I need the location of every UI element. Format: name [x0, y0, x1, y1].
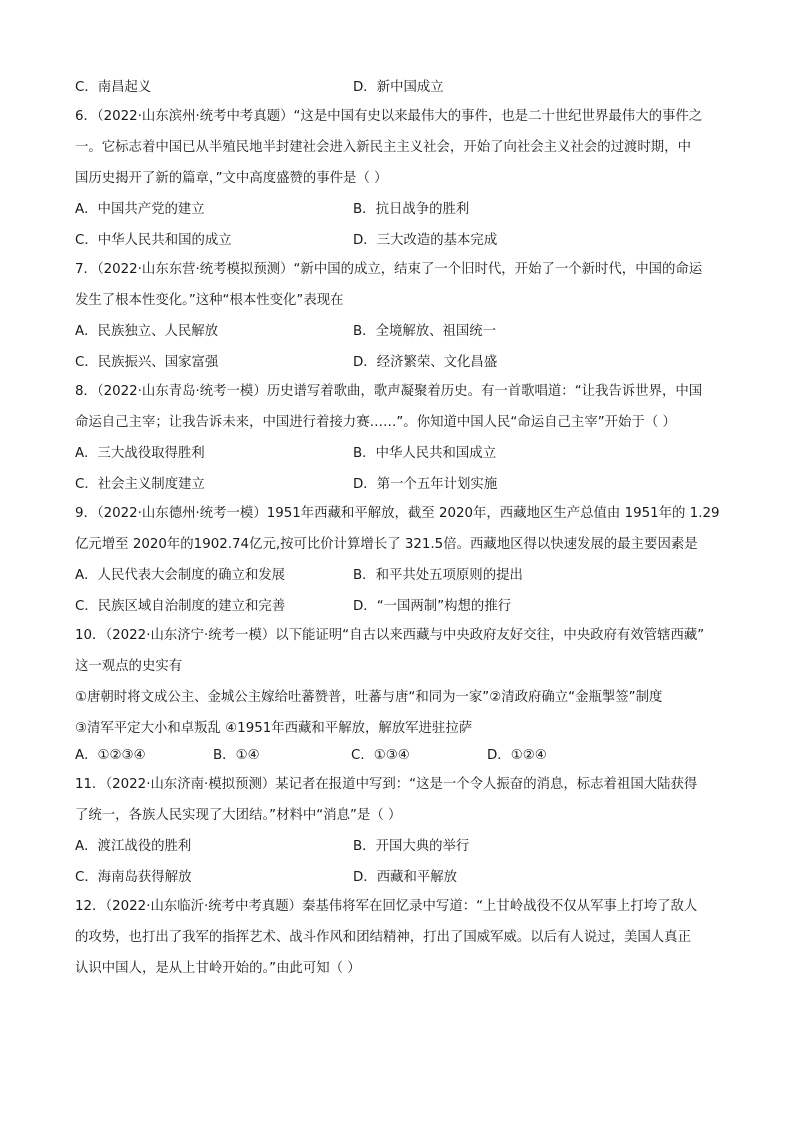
question-8-stem-line: 命运自己主宰；让我告诉未来，中国进行着接力赛……”。你知道中国人民“命运自己主宰”开始于（ ） — [75, 415, 676, 430]
question-6-stem-line: 国历史揭开了新的篇章，”文中高度盛赞的事件是（ ） — [75, 171, 388, 186]
q8-option-a[interactable]: A．三大战役取得胜利 — [75, 446, 205, 461]
q5-option-d[interactable]: D．新中国成立 — [353, 80, 444, 95]
q7-option-c[interactable]: C．民族振兴、国家富强 — [75, 355, 219, 370]
q11-option-b[interactable]: B．开国大典的举行 — [353, 839, 470, 854]
question-6-stem-line: 一。它标志着中国已从半殖民地半封建社会进入新民主主义社会，开始了向社会主义社会的过渡时期，中 — [75, 140, 691, 155]
question-10 — [75, 626, 725, 739]
question-9-stem-line: 亿元增至 2020年的1902.74亿元,按可比价计算增长了 321.5倍。西藏地区得以快速发展的最主要因素是 — [75, 537, 698, 552]
q7-option-b[interactable]: B．全境解放、祖国统一 — [353, 324, 497, 339]
q7-options-row-1 — [75, 322, 725, 342]
q10-option-b[interactable]: B．①④ — [213, 748, 260, 763]
q8-options-row-2 — [75, 475, 725, 495]
question-10-stem-line: 10．（2022·山东济宁·统考一模）以下能证明“自古以来西藏与中央政府友好交往，中央政府有效管辖西藏” — [75, 628, 705, 643]
question-12-stem-line: 认识中国人，是从上甘岭开始的。”由此可知（ ） — [75, 961, 361, 976]
q10-options — [75, 746, 725, 766]
q10-option-a[interactable]: A．①②③④ — [75, 748, 146, 763]
question-7 — [75, 260, 725, 311]
question-12-stem-line: 的攻势，也打出了我军的指挥艺术、战斗作风和团结精神，打出了国威军威。以后有人说过，美国人真正 — [75, 930, 691, 945]
q9-option-c[interactable]: C．民族区域自治制度的建立和完善 — [75, 599, 286, 614]
question-7-stem-line: 7．（2022·山东东营·统考模拟预测）“新中国的成立，结束了一个旧时代，开始了一个新时代，中国的命运 — [75, 262, 703, 277]
q8-options-row-1 — [75, 444, 725, 464]
exam-page — [75, 78, 725, 979]
question-10-stem-line: 这一观点的史实有 — [75, 659, 183, 674]
question-11-stem-line: 了统一，各族人民实现了大团结。”材料中“消息”是（ ） — [75, 808, 402, 823]
q10-option-d[interactable]: D．①②④ — [487, 748, 547, 763]
q8-option-d[interactable]: D．第一个五年计划实施 — [353, 477, 498, 492]
question-12-stem-line: 12．（2022·山东临沂·统考中考真题）秦基伟将军在回忆录中写道：“上甘岭战役不仅从军事上打垮了敌人 — [75, 899, 698, 914]
q7-option-a[interactable]: A．民族独立、人民解放 — [75, 324, 219, 339]
q9-options-row-2 — [75, 597, 725, 617]
question-12 — [75, 897, 725, 979]
question-10-items-line: ③清军平定大小和卓叛乱 ④1951年西藏和平解放，解放军进驻拉萨 — [75, 721, 473, 736]
q6-option-a[interactable]: A．中国共产党的建立 — [75, 202, 205, 217]
question-9-stem-line: 9．（2022·山东德州·统考一模）1951年西藏和平解放，截至 2020年，西藏地区生产总值由 1951年的 1.29 — [75, 506, 720, 521]
q6-options-row-2 — [75, 231, 725, 251]
q11-option-d[interactable]: D．西藏和平解放 — [353, 870, 458, 885]
q6-option-d[interactable]: D．三大改造的基本完成 — [353, 233, 498, 248]
q10-option-c[interactable]: C．①③④ — [351, 748, 410, 763]
question-7-stem-line: 发生了根本性变化。”这种“根本性变化”表现在 — [75, 293, 344, 308]
question-11 — [75, 775, 725, 826]
q11-options-row-2 — [75, 868, 725, 888]
q5-option-c[interactable]: C．南昌起义 — [75, 80, 152, 95]
question-8-stem-line: 8．（2022·山东青岛·统考一模）历史谱写着歌曲，歌声凝聚着历史。有一首歌唱道：“让我告诉世界，中国 — [75, 384, 703, 399]
question-6-stem-line: 6．（2022·山东滨州·统考中考真题）“这是中国有史以来最伟大的事件，也是二十世纪世界最伟大的事件之 — [75, 109, 703, 124]
q11-options-row-1 — [75, 837, 725, 857]
question-9 — [75, 504, 725, 555]
q6-option-c[interactable]: C．中华人民共和国的成立 — [75, 233, 232, 248]
question-10-items-line: ①唐朝时将文成公主、金城公主嫁给吐蕃赞普，吐蕃与唐“和同为一家”②清政府确立“金瓶掣签”制度 — [75, 690, 663, 705]
q9-option-d[interactable]: D．“一国两制”构想的推行 — [353, 599, 512, 614]
q5-options — [75, 78, 725, 98]
q11-option-c[interactable]: C．海南岛获得解放 — [75, 870, 192, 885]
q9-option-b[interactable]: B．和平共处五项原则的提出 — [353, 568, 523, 583]
q6-options-row-1 — [75, 200, 725, 220]
q11-option-a[interactable]: A．渡江战役的胜利 — [75, 839, 192, 854]
q8-option-c[interactable]: C．社会主义制度建立 — [75, 477, 205, 492]
q8-option-b[interactable]: B．中华人民共和国成立 — [353, 446, 497, 461]
question-8 — [75, 382, 725, 433]
question-6 — [75, 107, 725, 189]
q9-options-row-1 — [75, 566, 725, 586]
q9-option-a[interactable]: A．人民代表大会制度的确立和发展 — [75, 568, 286, 583]
q6-option-b[interactable]: B．抗日战争的胜利 — [353, 202, 470, 217]
question-11-stem-line: 11．（2022·山东济南·模拟预测）某记者在报道中写到：“这是一个令人振奋的消息，标志着祖国大陆获得 — [75, 777, 698, 792]
q7-options-row-2 — [75, 353, 725, 373]
q7-option-d[interactable]: D．经济繁荣、文化昌盛 — [353, 355, 498, 370]
